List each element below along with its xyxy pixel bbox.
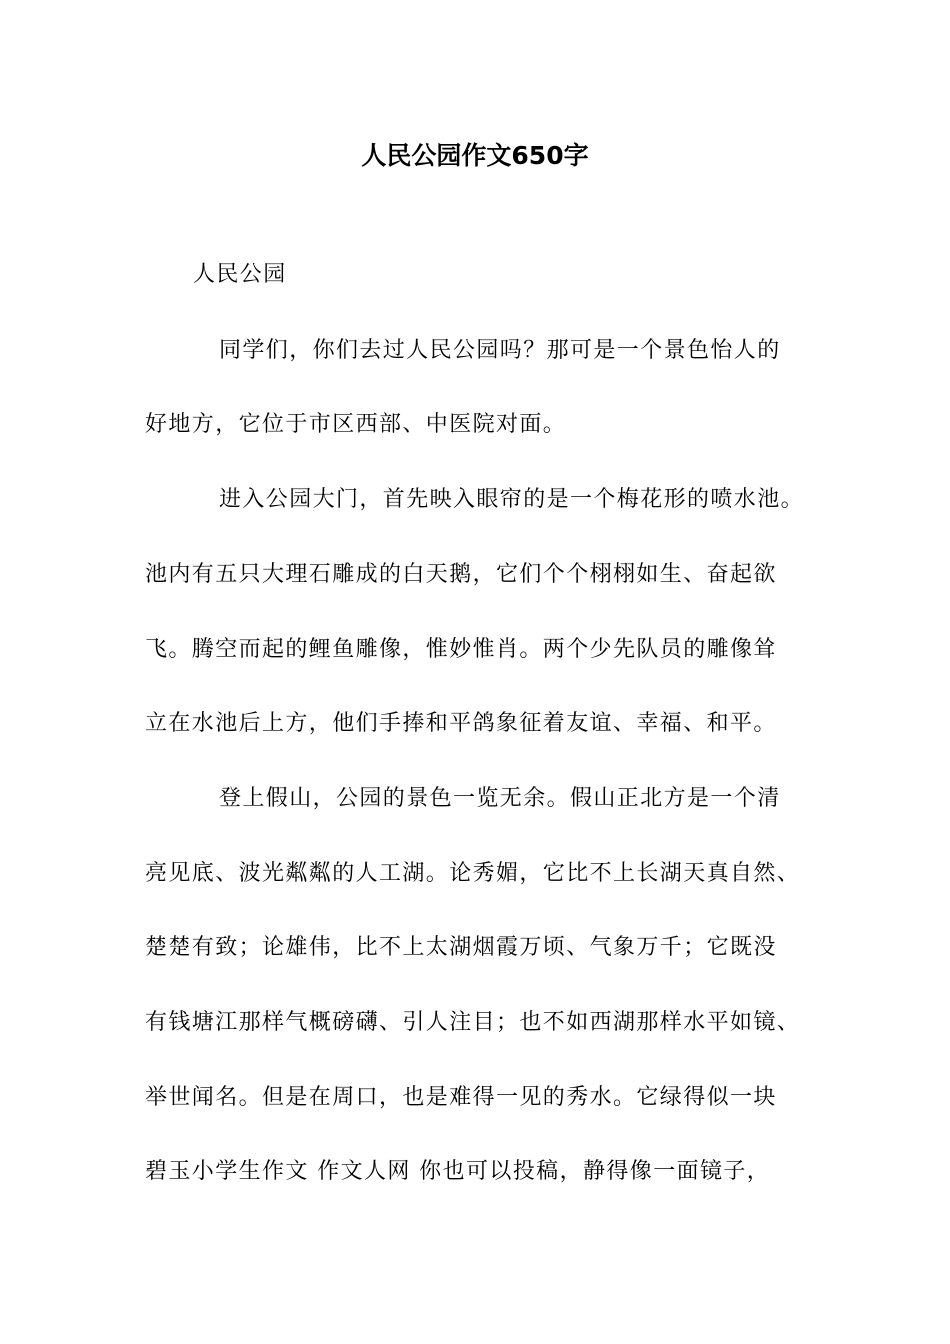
paragraph-line: 好地方，它位于市区西部、中医院对面。: [145, 412, 567, 437]
paragraph-line: 登上假山，公园的景色一览无余。假山正北方是一个清: [219, 786, 781, 811]
paragraph-line: 进入公园大门，首先映入眼帘的是一个梅花形的喷水池。: [219, 487, 805, 512]
paragraph-line: 举世闻名。但是在周口，也是难得一见的秀水。它绿得似一块: [145, 1085, 777, 1110]
paragraph-line: 碧玉小学生作文 作文人网 你也可以投稿，静得像一面镜子，: [145, 1159, 771, 1184]
paragraph-line: 立在水池后上方，他们手捧和平鸽象征着友谊、幸福、和平。: [145, 711, 777, 736]
paragraph-line: 飞。腾空而起的鲤鱼雕像，惟妙惟肖。两个少先队员的雕像耸: [145, 637, 777, 662]
paragraph-line: 池内有五只大理石雕成的白天鹅，它们个个栩栩如生、奋起欲: [145, 562, 777, 587]
paragraph-line: 有钱塘江那样气概磅礴、引人注目；也不如西湖那样水平如镜、: [145, 1010, 801, 1035]
paragraph-line: 亮见底、波光粼粼的人工湖。论秀媚，它比不上长湖天真自然、: [145, 861, 801, 886]
paragraph-line: 楚楚有致；论雄伟，比不上太湖烟霞万顷、气象万千；它既没: [145, 935, 777, 960]
paragraph-line: 同学们，你们去过人民公园吗？那可是一个景色怡人的: [219, 338, 781, 363]
section-heading: 人民公园: [193, 262, 287, 287]
document-title: 人民公园作文650字: [361, 141, 589, 170]
